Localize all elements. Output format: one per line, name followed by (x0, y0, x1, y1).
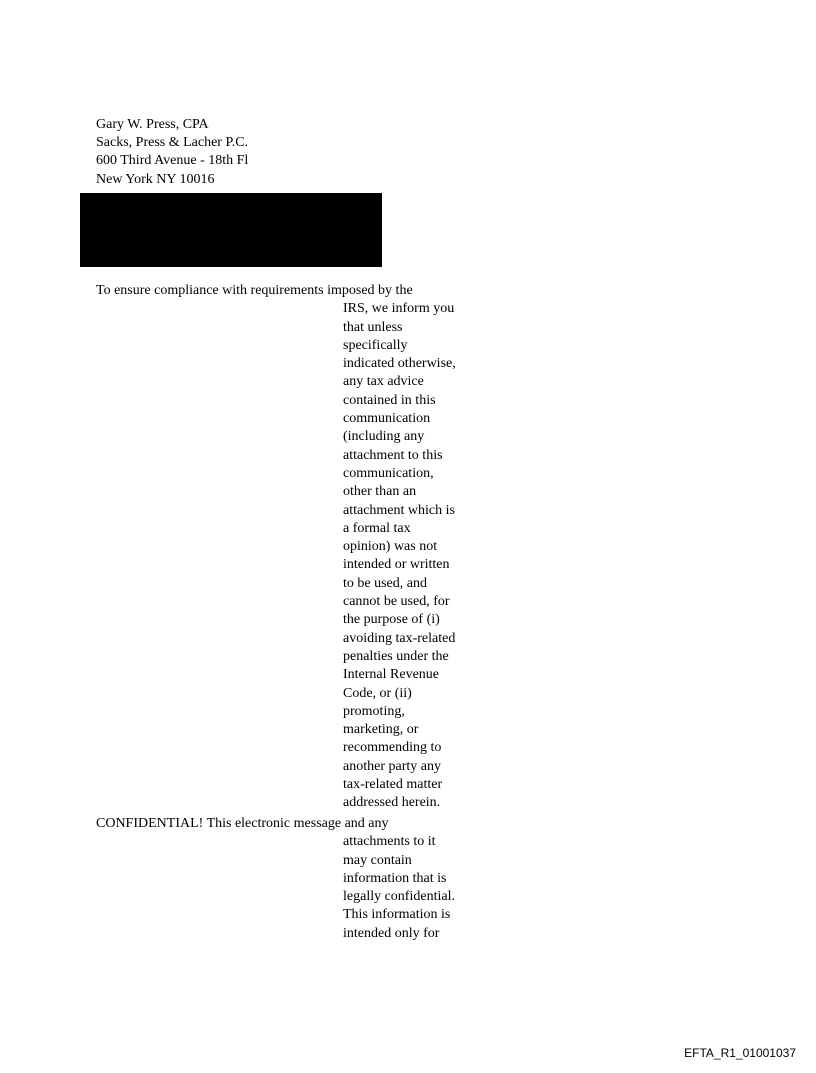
text-line: may contain (343, 852, 412, 868)
text-line: intended only for (343, 925, 440, 941)
text-line: IRS, we inform you (343, 301, 455, 317)
address-line: Sacks, Press & Lacher P.C. (96, 135, 249, 151)
confidentiality-notice-body (343, 833, 478, 943)
text-line: opinion) was not (343, 539, 438, 555)
text-line: Internal Revenue (343, 667, 440, 683)
redaction-box (80, 193, 382, 267)
text-line: communication, (343, 465, 434, 481)
text-line: information that is (343, 870, 447, 886)
text-line: Code, or (ii) (343, 685, 412, 701)
text-line: another party any (343, 758, 441, 774)
irs-disclaimer-lead: To ensure compliance with requirements imposed by the (96, 283, 413, 298)
text-line: attachment which is (343, 502, 455, 518)
text-line: communication (343, 411, 431, 427)
text-line: addressed herein. (343, 795, 441, 811)
text-line: This information is (343, 907, 451, 923)
text-line: recommending to (343, 740, 442, 756)
irs-disclaimer-paragraph (96, 282, 478, 813)
text-line: (including any (343, 429, 425, 445)
text-line: avoiding tax-related (343, 630, 456, 646)
text-line: any tax advice (343, 374, 424, 390)
text-line: contained in this (343, 392, 436, 408)
text-line: promoting, (343, 703, 405, 719)
address-line: New York NY 10016 (96, 171, 215, 187)
text-line: penalties under the (343, 648, 449, 664)
text-line: intended or written (343, 557, 450, 573)
text-line: attachments to it (343, 834, 436, 850)
text-line: to be used, and (343, 575, 427, 591)
confidentiality-notice-paragraph (96, 815, 478, 943)
text-line: specifically (343, 337, 408, 353)
address-line: Gary W. Press, CPA (96, 117, 209, 132)
confidentiality-notice-lead: CONFIDENTIAL! This electronic message and any (96, 816, 389, 831)
sender-address-block (96, 116, 248, 189)
text-line: marketing, or (343, 722, 419, 738)
text-line: indicated otherwise, (343, 356, 456, 372)
text-line: that unless (343, 319, 403, 335)
text-line: the purpose of (i) (343, 612, 440, 628)
address-line: 600 Third Avenue - 18th Fl (96, 153, 249, 169)
text-line: legally confidential. (343, 889, 455, 905)
irs-disclaimer-body (343, 300, 478, 812)
text-line: tax-related matter (343, 777, 443, 793)
text-line: other than an (343, 484, 417, 500)
text-line: a formal tax (343, 520, 411, 536)
document-id: EFTA_R1_01001037 (684, 1046, 796, 1060)
text-line: cannot be used, for (343, 594, 450, 610)
text-line: attachment to this (343, 447, 443, 463)
